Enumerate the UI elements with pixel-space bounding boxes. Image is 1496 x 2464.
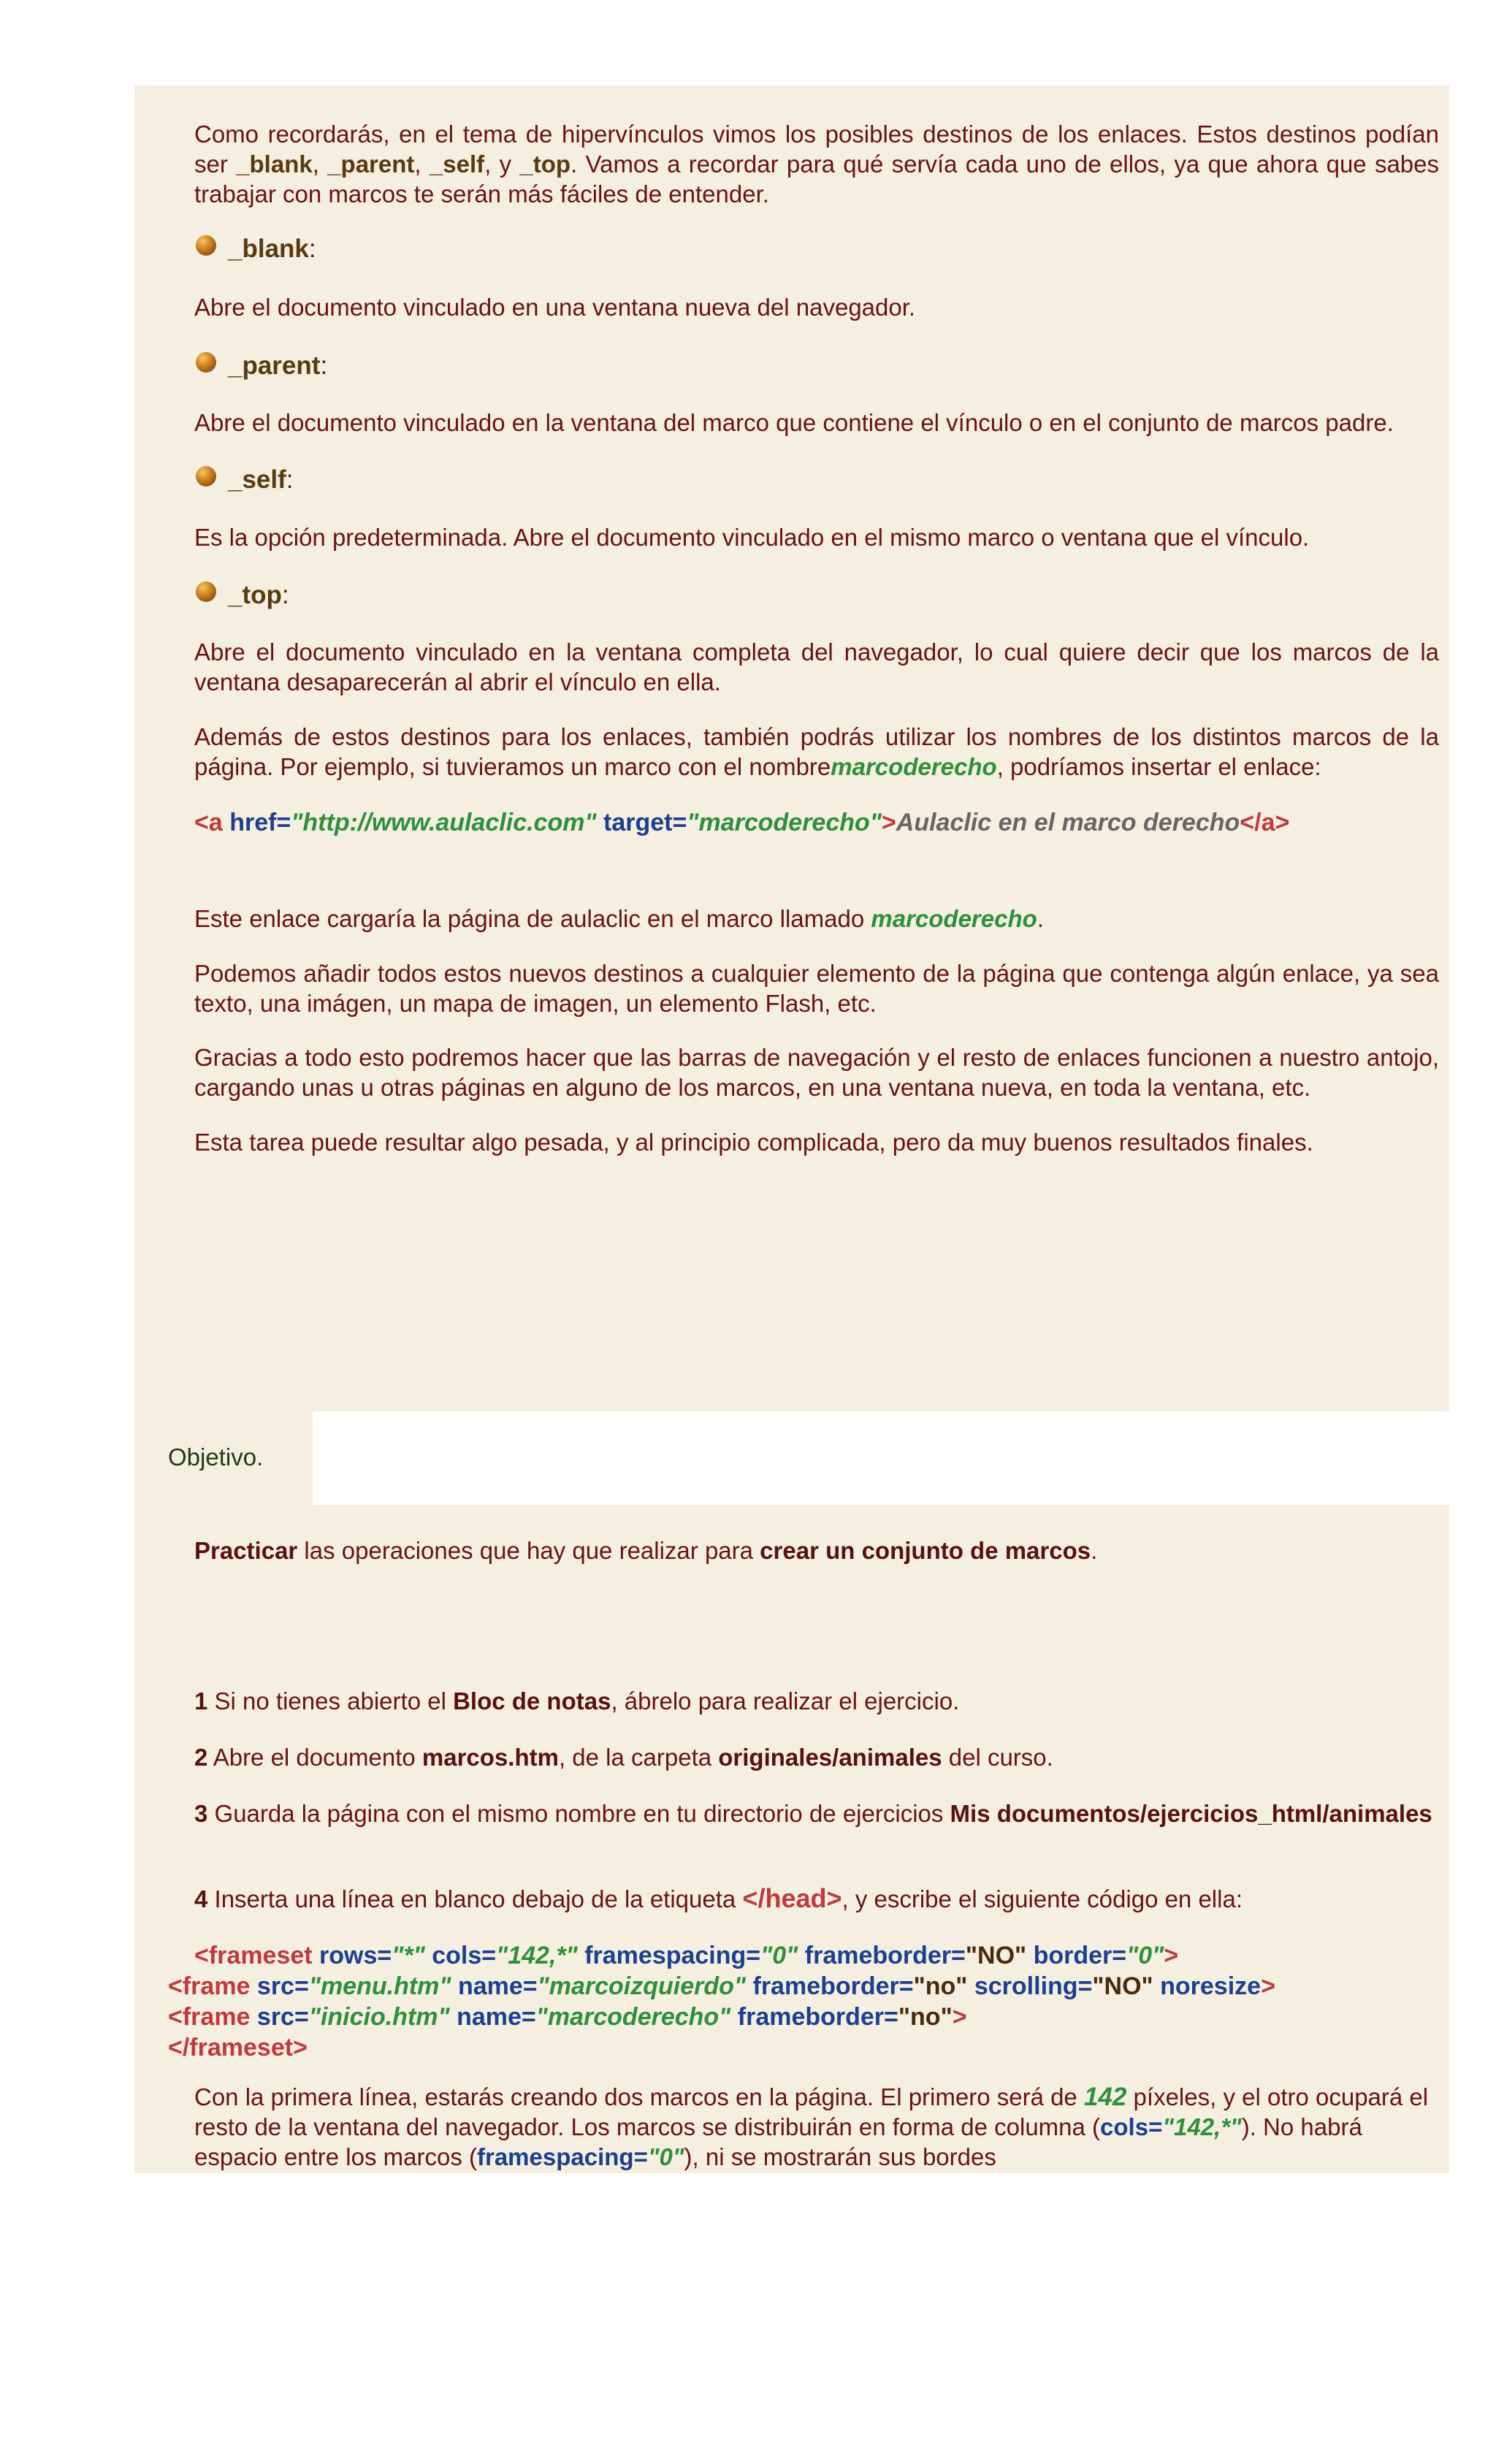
step-3: 3 Guarda la página con el mismo nombre en tu directorio de ejercicios Mis documentos/ejercicios_html/animales — [194, 1800, 1432, 1827]
task-paragraph: Esta tarea puede resultar algo pesada, y al principio complicada, pero da muy buenos resultados finales. — [194, 1129, 1313, 1156]
target-desc-blank: Abre el documento vinculado en una ventana nueva del navegador. — [194, 294, 916, 321]
target-desc-self: Es la opción predeterminada. Abre el documento vinculado en el mismo marco o ventana que el vínculo. — [194, 524, 1310, 551]
bullet-icon — [196, 581, 216, 602]
explanation-paragraph: Con la primera línea, estarás creando dos marcos en la página. El primero será de 142 píxeles, y el otro ocupará el resto de la ventana del navegador. Los marcos se distribuirán en forma de columna (cols="142,*"). No habrá espacio entre los marcos (framespacing="0"), ni se mostrarán sus bordes — [194, 2083, 1429, 2170]
bullet-icon — [196, 235, 216, 256]
thanks-paragraph: Gracias a todo esto podremos hacer que las barras de navegación y el resto de enlaces funcionen a nuestro antojo, cargando unas u otras páginas en alguno de los marcos, en una ventana nueva, en toda la ventana, etc. — [194, 1044, 1439, 1101]
target-desc-parent: Abre el documento vinculado en la ventana del marco que contiene el vínculo o en el conjunto de marcos padre. — [194, 409, 1394, 436]
target-heading-parent: _parent: — [228, 351, 328, 380]
step-4: 4 Inserta una línea en blanco debajo de la etiqueta </head>, y escribe el siguiente código en ella: — [194, 1883, 1243, 1913]
bullet-icon — [196, 466, 216, 487]
code-line-3: <frame src="inicio.htm" name="marcoderecho" frameborder="no"> — [168, 2003, 967, 2031]
target-heading-top: _top: — [228, 581, 289, 609]
objective-text: Practicar las operaciones que hay que realizar para crear un conjunto de marcos. — [194, 1537, 1098, 1564]
bullet-icon — [196, 352, 216, 373]
step-2: 2 Abre el documento marcos.htm, de la carpeta originales/animales del curso. — [194, 1744, 1053, 1771]
code-line-4: </frameset> — [168, 2034, 308, 2061]
load-paragraph: Este enlace cargaría la página de aulaclic en el marco llamado marcoderecho. — [194, 905, 1044, 932]
frameset-code-block — [168, 1940, 1413, 2063]
objective-blank-box — [313, 1411, 1220, 1505]
code-line-1: <frameset rows="*" cols="142,*" framespacing="0" frameborder="NO" border="0"> — [194, 1942, 1179, 1969]
step-1: 1 Si no tienes abierto el Bloc de notas, ábrelo para realizar el ejercicio. — [194, 1687, 960, 1714]
example-link-code: <a href="http://www.aulaclic.com" target="marcoderecho">Aulaclic en el marco derecho</a> — [194, 809, 1290, 836]
content-panel-bottom — [134, 1505, 1449, 2173]
target-heading-blank: _blank: — [228, 234, 316, 263]
code-line-2: <frame src="menu.htm" name="marcoizquierdo" frameborder="no" scrolling="NO" noresize> — [168, 1972, 1275, 2000]
target-heading-self: _self: — [228, 465, 294, 494]
objective-label: Objetivo. — [168, 1443, 264, 1471]
target-desc-top: Abre el documento vinculado en la ventana completa del navegador, lo cual quiere decir que los marcos de la ventana desaparecerán al abrir el vínculo en ella. — [194, 638, 1439, 695]
frame-names-paragraph: Además de estos destinos para los enlaces, también podrás utilizar los nombres de los distintos marcos de la página. Por ejemplo, si tuvieramos un marco con el nombremarcoderecho, podríamos insertar el enlace: — [194, 723, 1439, 780]
intro-paragraph: Como recordarás, en el tema de hipervínculos vimos los posibles destinos de los enlaces. Estos destinos podían ser _blank, _parent, _self, y _top. Vamos a recordar para qué servía cada uno de ellos, ya que ahora que sabes trabajar con marcos te serán más fáciles de entender. — [194, 121, 1440, 207]
add-targets-paragraph: Podemos añadir todos estos nuevos destinos a cualquier elemento de la página que contenga algún enlace, ya sea texto, una imágen, un mapa de imagen, un elemento Flash, etc. — [194, 960, 1439, 1017]
